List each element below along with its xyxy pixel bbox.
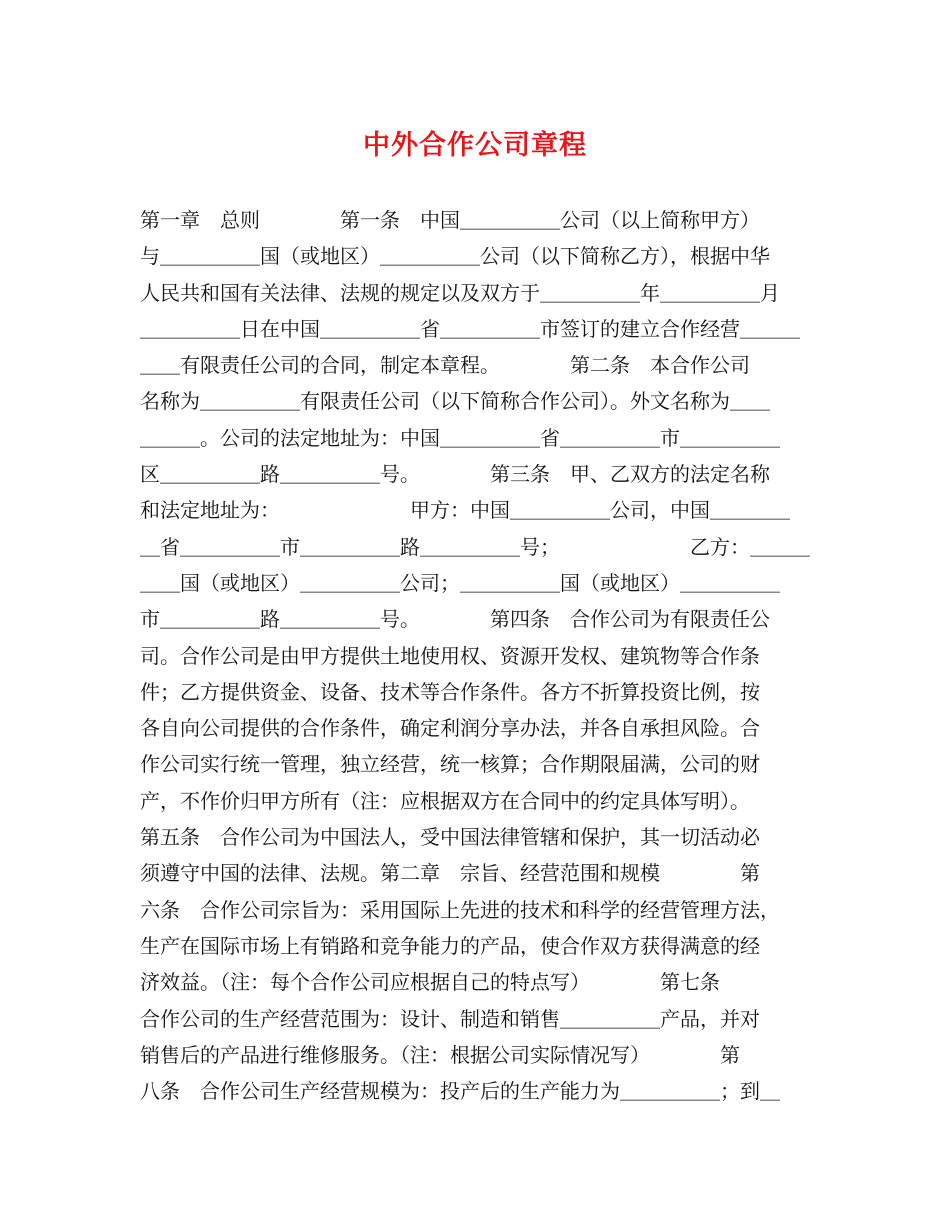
body-line: 区＿＿＿＿＿路＿＿＿＿＿号。 第三条 甲、乙双方的法定名称 bbox=[140, 462, 770, 487]
body-line: ＿＿国（或地区）＿＿＿＿＿公司；＿＿＿＿＿国（或地区）＿＿＿＿＿ bbox=[140, 570, 780, 595]
body-line: 六条 合作公司宗旨为：采用国际上先进的技术和科学的经营管理方法， bbox=[140, 897, 780, 922]
body-line: 第一章 总则 第一条 中国＿＿＿＿＿公司（以上简称甲方） bbox=[140, 208, 760, 232]
body-line: ＿＿＿。公司的法定地址为：中国＿＿＿＿＿省＿＿＿＿＿市＿＿＿＿＿ bbox=[140, 425, 780, 450]
body-line: 市＿＿＿＿＿路＿＿＿＿＿号。 第四条 合作公司为有限责任公 bbox=[140, 607, 770, 632]
body-line: ＿省＿＿＿＿＿市＿＿＿＿＿路＿＿＿＿＿号； 乙方：＿＿＿ bbox=[140, 534, 810, 559]
body-line: 与＿＿＿＿＿国（或地区）＿＿＿＿＿公司（以下简称乙方），根据中华 bbox=[140, 244, 770, 269]
body-line: 件；乙方提供资金、设备、技术等合作条件。各方不折算投资比例，按 bbox=[140, 679, 760, 704]
body-line: ＿＿有限责任公司的合同，制定本章程。 第二条 本合作公司 bbox=[140, 353, 750, 378]
body-line: 作公司实行统一管理，独立经营，统一核算；合作期限届满，公司的财 bbox=[140, 752, 760, 777]
body-line: 司。合作公司是由甲方提供土地使用权、资源开发权、建筑物等合作条 bbox=[140, 643, 760, 668]
body-line: 第五条 合作公司为中国法人，受中国法律管辖和保护，其一切活动必 bbox=[140, 825, 760, 850]
body-line: 合作公司的生产经营范围为：设计、制造和销售＿＿＿＿＿产品，并对 bbox=[140, 1006, 760, 1031]
body-line: 济效益。（注：每个合作公司应根据自己的特点写） 第七条 bbox=[140, 970, 720, 995]
body-line: 销售后的产品进行维修服务。（注：根据公司实际情况写） 第 bbox=[140, 1042, 740, 1067]
body-line: ＿＿＿＿＿日在中国＿＿＿＿＿省＿＿＿＿＿市签订的建立合作经营＿＿＿ bbox=[140, 316, 800, 341]
document-title: 中外合作公司章程 bbox=[363, 130, 587, 161]
body-line: 须遵守中国的法律、法规。第二章 宗旨、经营范围和规模 第 bbox=[140, 861, 760, 886]
body-line: 人民共和国有关法律、法规的规定以及双方于＿＿＿＿＿年＿＿＿＿＿月 bbox=[140, 280, 780, 305]
body-line: 生产在国际市场上有销路和竞争能力的产品，使合作双方获得满意的经 bbox=[140, 933, 760, 958]
body-line: 八条 合作公司生产经营规模为：投产后的生产能力为＿＿＿＿＿；到＿ bbox=[140, 1079, 780, 1104]
document-body bbox=[140, 202, 820, 1109]
body-line: 和法定地址为： 甲方：中国＿＿＿＿＿公司，中国＿＿＿＿ bbox=[140, 498, 790, 523]
body-line: 名称为＿＿＿＿＿有限责任公司（以下简称合作公司）。外文名称为＿＿ bbox=[140, 389, 770, 414]
body-line: 产，不作价归甲方所有（注：应根据双方在合同中的约定具体写明）。 bbox=[140, 788, 750, 813]
body-line: 各自向公司提供的合作条件，确定利润分享办法，并各自承担风险。合 bbox=[140, 716, 760, 741]
